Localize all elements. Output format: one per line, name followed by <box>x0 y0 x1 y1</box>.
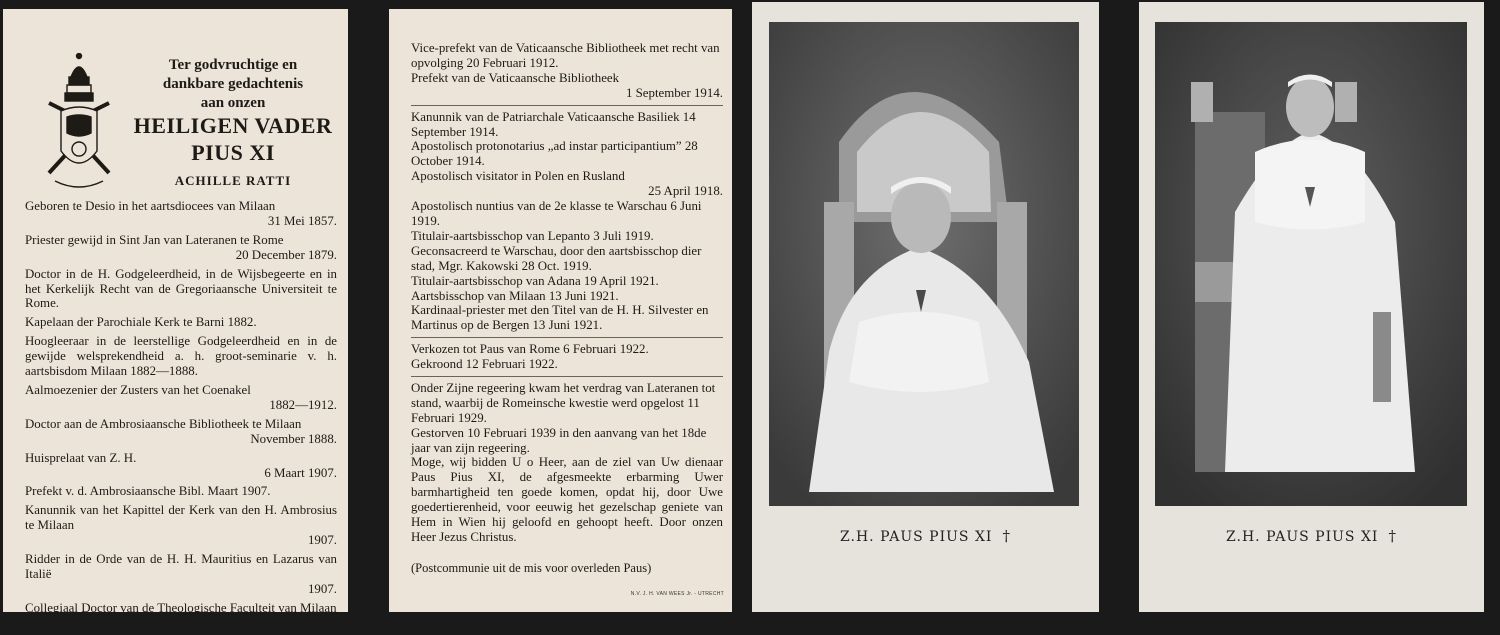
divider <box>411 105 723 106</box>
entry: Vice-prefekt van de Vaticaansche Bibliotheek met recht van opvolging 20 Februari 1912. <box>411 41 720 70</box>
entry-text: Prefekt van de Vaticaansche Bibliotheek <box>411 70 620 85</box>
entry <box>25 552 337 597</box>
portrait-image <box>1155 22 1467 506</box>
entry <box>25 484 337 499</box>
entry: Aartsbisschop van Milaan 13 Juni 1921. <box>411 288 619 303</box>
entry-date: 1909. <box>307 615 337 630</box>
portrait-card-standing <box>1139 2 1484 612</box>
prayer-card-front <box>3 9 348 630</box>
caption-text: Z.H. PAUS PIUS XI <box>1226 529 1379 545</box>
header-title-2: PIUS XI <box>191 140 275 165</box>
entry-date: 1907. <box>307 533 337 548</box>
header-line-3: aan onzen <box>200 95 266 111</box>
entry <box>25 315 337 330</box>
header-line-2: dankbare gedachtenis <box>162 76 304 92</box>
entry: Gekroond 12 Februari 1922. <box>411 357 558 372</box>
entry-text: Priester gewijd in Sint Jan van Lateranen te Rome <box>25 232 284 247</box>
caption-text: Z.H. PAUS PIUS XI <box>840 529 993 545</box>
entry-date: 20 December 1879. <box>235 247 337 262</box>
entry <box>25 233 337 263</box>
entry <box>25 334 337 379</box>
cross-icon: † <box>1388 527 1397 545</box>
entry <box>25 267 337 312</box>
entry-text: Doctor in de H. Godgeleerdheid, in de Wijsbegeerte en in het Kerkelijk Recht van de Gregoriaansche Universiteit te Rome. <box>25 266 337 311</box>
entry: Titulair-aartsbisschop van Adana 19 April 1921. <box>411 273 659 288</box>
entry: Gestorven 10 Februari 1939 in den aanvang van het 18de jaar van zijn regeering. <box>411 425 707 455</box>
pope-portrait-photo <box>1155 22 1467 506</box>
entry: Kanunnik van de Patriarchale Vaticaansche Basiliek 14 September 1914. <box>411 109 696 139</box>
printer-imprint: N.V. J. H. VAN WEES Jr. - UTRECHT <box>630 591 724 597</box>
entry-date: November 1888. <box>250 431 337 446</box>
entry: Kardinaal-priester met den Titel van de H. H. Silvester en Martinus op de Bergen 13 Juni 1921. <box>411 303 709 333</box>
cross-icon: † <box>1002 527 1011 545</box>
entry-date: 31 Mei 1857. <box>267 213 337 228</box>
entry: Geconsacreerd te Warschau, door den aartsbisschop dier stad, Mgr. Kakowski 28 Oct. 1919. <box>411 243 702 273</box>
entry: Apostolisch nuntius van de 2e klasse te Warschau 6 Juni 1919. <box>411 199 702 228</box>
entry-date: 1882—1912. <box>269 397 337 412</box>
entry-date: 25 April 1918. <box>648 184 723 199</box>
header-line-1: Ter godvruchtige en <box>168 57 298 73</box>
entry-text: Geboren te Desio in het aartsdiocees van Milaan <box>25 199 276 213</box>
entry-text: Ridder in de Orde van de H. H. Mauritius en Lazarus van Italië <box>25 552 337 581</box>
entry-text: Huisprelaat van Z. H. <box>25 450 137 465</box>
entry <box>25 451 337 481</box>
entry-date: 1907. <box>307 581 337 596</box>
biography-list-2 <box>411 41 723 456</box>
entry-text: Doctor aan de Ambrosiaansche Bibliotheek te Milaan <box>25 416 302 431</box>
header-title-1: HEILIGEN VADER <box>133 113 333 138</box>
prayer-text: Moge, wij bidden U o Heer, aan de ziel van Uw dienaar Paus Pius XI, de afgesmeekte erbarming Uwer barmhartigheid ten goede komen, opdat hij, door Uwe goedertierenheid, voor eeuwig het gezelschap geniete van Hem in Wien hij geloofd en gehoopt heeft. Door onzen Heer Jezus Christus. <box>411 455 723 545</box>
entry-text: Apostolisch visitator in Polen en Rusland <box>411 169 625 184</box>
entry <box>25 417 337 447</box>
portrait-card-seated <box>752 2 1099 612</box>
header-name: ACHILLE RATTI <box>174 173 292 188</box>
entry-text: Kanunnik van het Kapittel der Kerk van den H. Ambrosius te Milaan <box>25 503 337 533</box>
entry: Verkozen tot Paus van Rome 6 Februari 1922. <box>411 342 649 357</box>
entry <box>25 383 337 413</box>
entry-text: Aalmoezenier der Zusters van het Coenakel <box>25 382 251 397</box>
divider <box>411 376 723 377</box>
entry: Apostolisch protonotarius „ad instar participantium” 28 October 1914. <box>411 139 698 169</box>
entry <box>25 601 337 631</box>
entry-date: 1 September 1914. <box>625 85 723 100</box>
entry: Onder Zijne regeering kwam het verdrag van Lateranen tot stand, waarbij de Romeinsche kwestie werd opgelost 11 Februari 1929. <box>411 381 716 425</box>
entry-date: 6 Maart 1907. <box>264 465 337 480</box>
biography-list-1 <box>25 199 337 635</box>
prayer-card-back <box>389 9 732 612</box>
entry <box>411 169 723 199</box>
entry-text: Kapelaan der Parochiale Kerk te Barni 1882. <box>25 315 257 330</box>
entry-text: Collegiaal Doctor van de Theologische Faculteit van Milaan <box>25 600 337 615</box>
entry-text: Prefekt v. d. Ambrosiaansche Bibl. Maart 1907. <box>25 484 271 499</box>
entry <box>25 503 337 548</box>
portrait-caption <box>1139 527 1484 545</box>
pope-portrait-photo <box>769 22 1079 506</box>
entry-text: Hoogleeraar in de leerstellige Godgeleerdheid en in de gewijde welsprekendheid a. h. groot-seminarie v. h. aartsbisdom Milaan 1882—1888. <box>25 334 337 379</box>
divider <box>411 337 723 338</box>
papal-crest-icon <box>43 53 115 193</box>
entry <box>25 199 337 229</box>
entry <box>411 71 723 101</box>
entry: Titulair-aartsbisschop van Lepanto 3 Juli 1919. <box>411 228 654 243</box>
portrait-caption <box>752 527 1099 545</box>
portrait-image <box>769 22 1079 506</box>
postcommunion-note: (Postcommunie uit de mis voor overleden Paus) <box>411 561 652 575</box>
